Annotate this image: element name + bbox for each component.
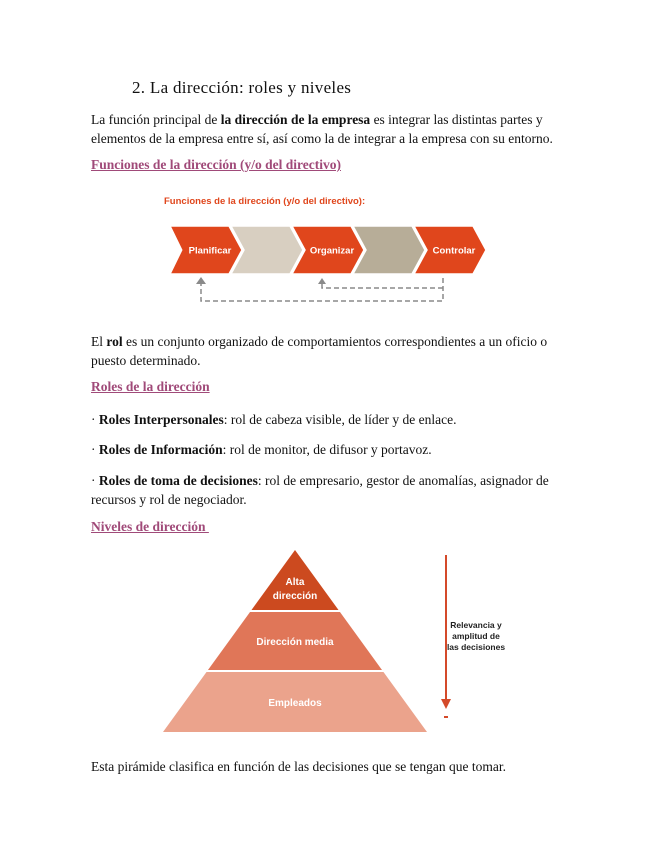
functions-process-diagram [160, 210, 500, 310]
chevron-label: Organizar [309, 245, 355, 257]
loop-arrow-head [196, 277, 206, 284]
list-item: · Roles de Información: rol de monitor, de difusor y portavoz. [91, 442, 432, 457]
intro-paragraph [91, 110, 571, 148]
relevance-label: Relevancia y amplitud de las decisiones [446, 620, 506, 652]
rol-line-1: El rol es un conjunto organizado de comportamientos correspondientes a un oficio o [91, 334, 548, 349]
pyramid-level-label: Alta [285, 577, 305, 588]
rol-paragraph [91, 332, 571, 370]
section-number: 2. [132, 78, 146, 97]
feedback-loop [196, 277, 443, 301]
list-item-bold: Roles de toma de decisiones [98, 473, 258, 488]
niveles-heading[interactable]: Niveles de dirección [91, 519, 209, 534]
intro-line-2: elementos de la empresa entre sí, así como la de integrar a la empresa con su entorno. [91, 131, 553, 146]
list-item-bold: Roles de Información [98, 442, 223, 457]
pyramid-level-label: dirección [272, 591, 318, 602]
bullet: · [91, 473, 96, 488]
section-heading [132, 78, 351, 98]
levels-pyramid [160, 546, 440, 736]
bullet: · [91, 412, 96, 427]
funciones-heading[interactable]: Funciones de la dirección (y/o del directivo) [91, 157, 341, 172]
chevron-label: Planificar [188, 245, 232, 257]
bullet: · [91, 442, 96, 457]
closing-paragraph: Esta pirámide clasifica en función de las decisiones que se tengan que tomar. [91, 759, 506, 774]
list-item-line-2: recursos y rol de negociador. [91, 492, 247, 507]
loop-arrow-head [318, 278, 326, 284]
intro-bold: la dirección de la empresa [220, 112, 371, 127]
intro-line-1: La función principal de la dirección de la empresa es integrar las distintas partes y [91, 112, 543, 127]
list-item-bold: Roles Interpersonales [98, 412, 224, 427]
section-title: La dirección: roles y niveles [149, 78, 352, 97]
rol-line-2: puesto determinado. [91, 353, 201, 368]
roles-heading[interactable]: Roles de la dirección [91, 379, 210, 394]
pyramid-level-label: Empleados [268, 698, 322, 709]
pyramid-level-label: Dirección media [256, 637, 334, 648]
down-arrow-icon [441, 699, 451, 709]
list-item: · Roles de toma de decisiones: rol de empresario, gestor de anomalías, asignador de recursos y rol de negociador. [91, 471, 571, 509]
rol-bold: rol [106, 334, 123, 349]
diagram-title: Funciones de la dirección (y/o del directivo): [164, 196, 366, 207]
list-item: · Roles Interpersonales: rol de cabeza visible, de líder y de enlace. [91, 412, 457, 427]
chevron-label: Controlar [432, 245, 476, 257]
